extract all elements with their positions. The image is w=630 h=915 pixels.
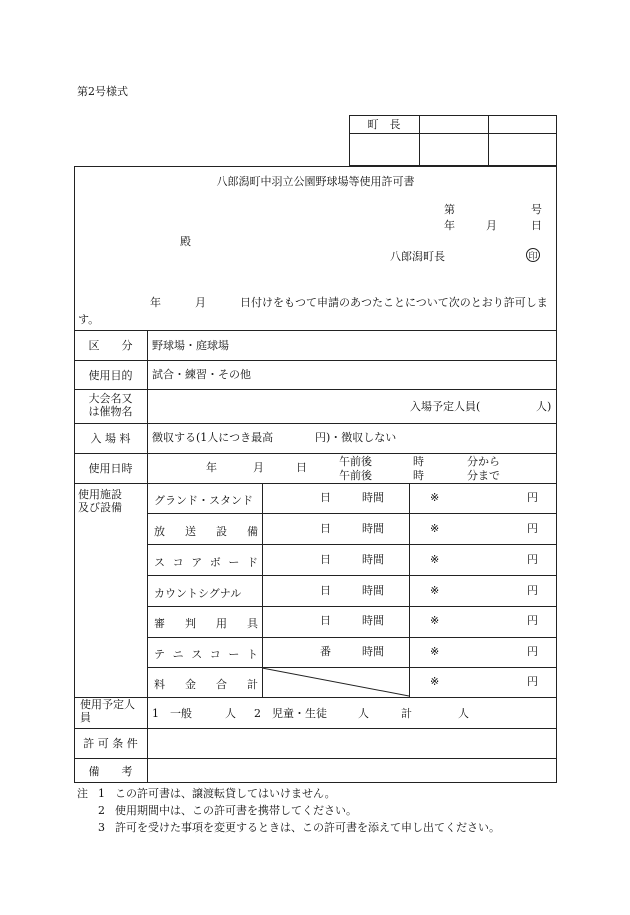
people-child: 2 児童・生徒 [254, 707, 327, 720]
facility-name: グランド・スタンド [154, 494, 253, 507]
people-label-line2: 員 [80, 710, 91, 724]
facility-name: ス コ ア ボ ー ド [154, 556, 258, 569]
facility-time: 時間 [362, 584, 384, 597]
note-1-num: 1 [98, 787, 105, 800]
event-label [74, 389, 147, 423]
facility-yen: 円 [527, 553, 538, 566]
date-year: 年 [206, 461, 217, 474]
remarks-field[interactable] [150, 761, 554, 780]
attendance-prefix: 入場予定人員( [410, 400, 481, 413]
issuer-name: 八郎潟町長 [390, 250, 445, 263]
facility-mark: ※ [430, 584, 440, 597]
date-ampm-to: 午前後 [339, 469, 372, 482]
facility-time: 時間 [362, 522, 384, 535]
note-3-text: 許可を受けた事項を変更するときは、この許可書を添えて申し出てください。 [115, 821, 500, 834]
permit-no-prefix: 第 [444, 203, 455, 216]
note-2-num: 2 [98, 804, 105, 817]
facility-mark: ※ [430, 553, 440, 566]
facility-name: カウントシグナル [154, 587, 242, 600]
people-general: 1 一般 [152, 707, 192, 720]
category-label: 区 分 [88, 339, 133, 352]
permit-date-month: 月 [486, 219, 497, 232]
fee-label: 入 場 料 [90, 432, 131, 445]
conditions-field[interactable] [150, 731, 554, 755]
facility-yen: 円 [527, 491, 538, 504]
approval-seal-cell-2[interactable] [420, 134, 487, 165]
body-month: 月 [195, 296, 206, 309]
facilities-label-line1: 使用施設 [78, 488, 122, 501]
facility-mark: ※ [430, 491, 440, 504]
facility-mark: ※ [430, 645, 440, 658]
date-hour-to: 時 [413, 469, 424, 482]
permit-date-day: 日 [531, 219, 542, 232]
event-label-line2: は催物名 [88, 405, 133, 418]
facilities-label-line2: 及び設備 [78, 500, 122, 514]
category-value: 野球場・庭球場 [152, 339, 229, 352]
body-year: 年 [150, 296, 161, 309]
form-number: 第2号様式 [77, 85, 128, 98]
purpose-value: 試合・練習・その他 [152, 368, 251, 381]
fee-value-b: 円)・徴収しない [315, 431, 397, 444]
approval-title: 町 長 [367, 118, 401, 131]
date-min-from: 分から [467, 455, 500, 468]
body-text-line1: 日付けをもつて申請のあつたことについて次のとおり許可しま [240, 296, 548, 309]
facility-yen: 円 [527, 584, 538, 597]
facility-unit: 日 [320, 491, 331, 504]
facility-time: 時間 [362, 645, 384, 658]
date-day: 日 [296, 461, 307, 474]
facility-mark: ※ [430, 614, 440, 627]
date-label: 使用日時 [88, 462, 133, 475]
facility-yen: 円 [527, 522, 538, 535]
approval-cell-2[interactable] [489, 116, 556, 132]
people-general-unit: 人 [225, 707, 236, 720]
approval-cell-1[interactable] [420, 116, 487, 132]
event-name-field[interactable] [150, 392, 400, 420]
approval-seal-cell-1[interactable] [350, 134, 418, 165]
approval-seal-cell-3[interactable] [489, 134, 556, 165]
note-1-text: この許可書は、譲渡転貸してはいけません。 [115, 787, 336, 800]
people-total: 計 [401, 707, 412, 720]
conditions-label: 許 可 条 件 [83, 737, 138, 750]
facility-name: テ ニ ス コ ー ト [154, 648, 258, 661]
facility-unit: 日 [320, 522, 331, 535]
permit-title: 八郎潟町中羽立公園野球場等使用許可書 [216, 175, 415, 188]
people-label [80, 699, 135, 724]
permit-no-suffix: 号 [531, 203, 542, 216]
seal-mark: 印 [526, 248, 540, 262]
people-child-unit: 人 [358, 707, 369, 720]
total-mark: ※ [430, 675, 440, 688]
facility-unit: 日 [320, 584, 331, 597]
addressee-suffix: 殿 [180, 235, 191, 248]
facility-unit: 日 [320, 553, 331, 566]
facilities-label [78, 489, 122, 514]
people-total-unit: 人 [458, 707, 469, 720]
purpose-label: 使用目的 [88, 368, 133, 382]
remarks-label: 備 考 [88, 764, 133, 778]
facility-yen: 円 [527, 645, 538, 658]
facility-time: 時間 [362, 614, 384, 627]
facility-unit: 日 [320, 614, 331, 627]
body-text-line2: す。 [78, 313, 100, 326]
date-ampm-from: 午前後 [339, 455, 372, 468]
note-2-text: 使用期間中は、この許可書を携帯してください。 [115, 804, 357, 817]
date-min-to: 分まで [467, 469, 500, 482]
notes-prefix: 注 [77, 787, 88, 800]
attendance-suffix: 人) [536, 400, 552, 413]
date-month: 月 [253, 461, 264, 474]
note-3-num: 3 [98, 821, 105, 834]
people-label-line1: 使用予定人 [80, 698, 135, 711]
fee-value-a: 徴収する(1人につき最高 [152, 431, 274, 444]
facility-time: 時間 [362, 553, 384, 566]
permit-date-year: 年 [444, 219, 455, 232]
event-label-line1: 大会名又 [88, 392, 133, 406]
total-name: 料 金 合 計 [154, 678, 258, 691]
facility-name: 放 送 設 備 [154, 525, 258, 538]
facility-name: 審 判 用 具 [154, 617, 258, 630]
facility-unit: 番 [320, 645, 331, 658]
facility-time: 時間 [362, 491, 384, 504]
total-row-slash [262, 667, 409, 697]
facility-mark: ※ [430, 522, 440, 535]
facility-yen: 円 [527, 614, 538, 627]
total-yen: 円 [527, 675, 538, 688]
date-hour-from: 時 [413, 455, 424, 468]
